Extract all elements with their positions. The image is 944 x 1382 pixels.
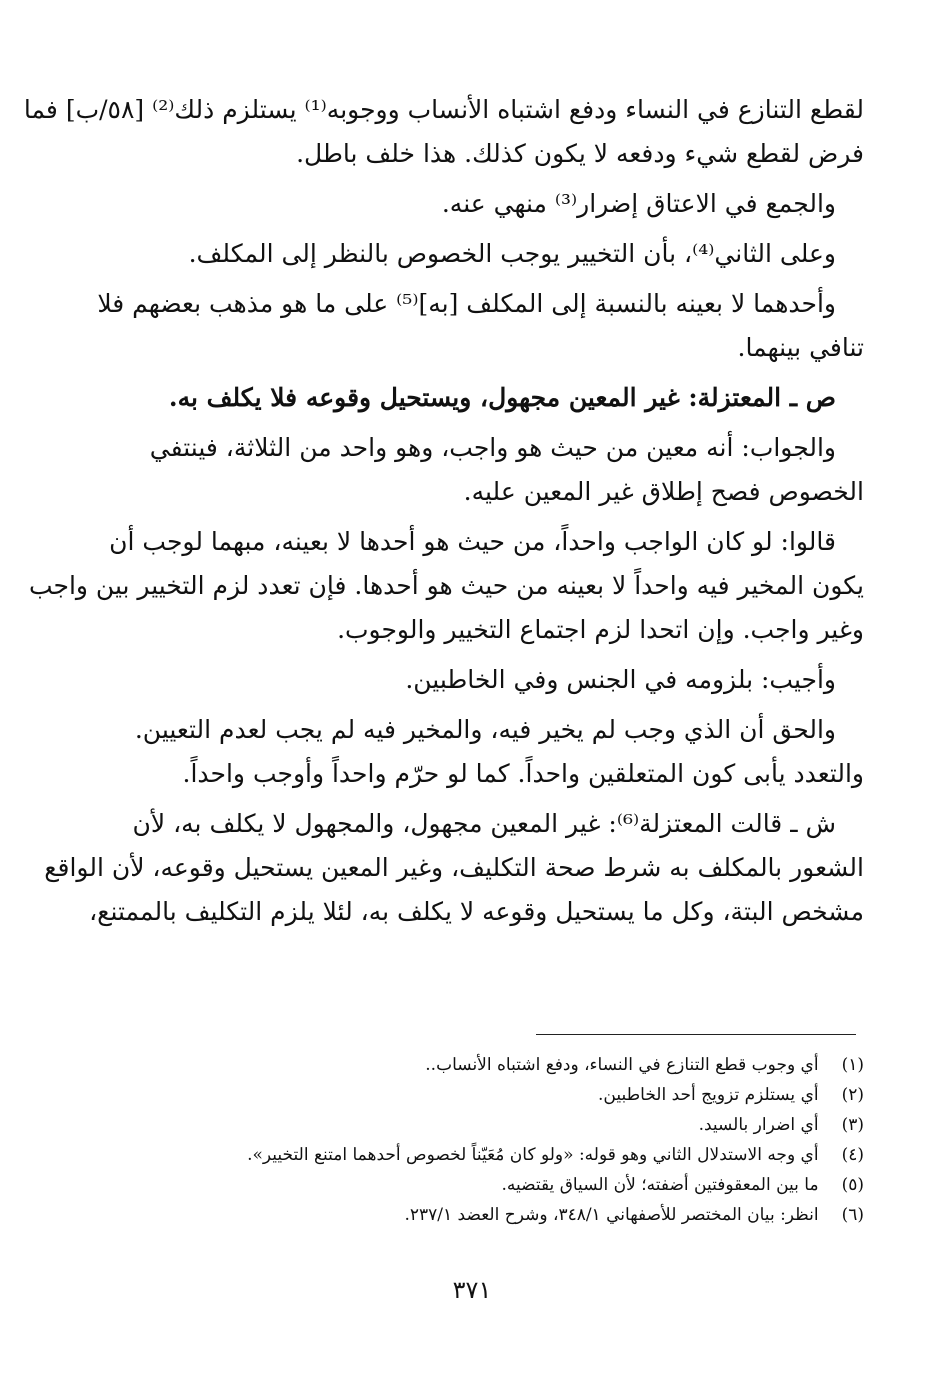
text-line: ص ـ المعتزلة: غير المعين مجهول، ويستحيل وقوعه فلا يكلف به. xyxy=(168,383,836,412)
text-line: ش ـ قالت المعتزلة⁽⁶⁾: غير المعين مجهول، والمجهول لا يكلف به، لأن xyxy=(132,809,836,838)
footnote xyxy=(80,1170,864,1200)
text-line: الشعور بالمكلف به شرط صحة التكليف، وغير المعين يستحيل وقوعه، لأن الواقع xyxy=(44,853,864,882)
footnote-text: أي وجوب قطع التنازع في النساء، ودفع اشتباه الأنساب.. xyxy=(425,1055,819,1075)
text-line: فرض لقطع شيء ودفعه لا يكون كذلك. هذا خلف باطل. xyxy=(296,139,864,168)
text-line: والحق أن الذي وجب لم يخير فيه، والمخير فيه لم يجب لعدم التعيين. xyxy=(134,715,836,744)
footnote xyxy=(80,1080,864,1110)
text-line: وغير واجب. وإن اتحدا لزم اجتماع التخيير والوجوب. xyxy=(337,615,864,644)
footnote-text: أي يستلزم تزويج أحد الخاطبين. xyxy=(598,1085,819,1105)
text-line: تنافي بينهما. xyxy=(737,333,864,362)
footnote xyxy=(80,1050,864,1080)
page-number: ٣٧١ xyxy=(452,1276,492,1304)
text-line: يكون المخير فيه واحداً لا بعينه من حيث هو أحدها. فإن تعدد لزم التخيير بين واجب xyxy=(28,571,864,600)
text-line: وأحدهما لا بعينه بالنسبة إلى المكلف [به]⁽⁵⁾ على ما هو مذهب بعضهم فلا xyxy=(97,289,836,318)
text-line: لقطع التنازع في النساء ودفع اشتباه الأنساب ووجوبه⁽¹⁾ يستلزم ذلك⁽²⁾ [٥٨/ب] فما xyxy=(23,95,864,124)
footnote-number: (٢) xyxy=(841,1085,864,1105)
text-line: والجواب: أنه معين من حيث هو واجب، وهو واحد من الثلاثة، فينتفي xyxy=(149,433,836,462)
footnotes xyxy=(80,1050,864,1230)
footnote-separator xyxy=(536,1034,856,1035)
text-line: مشخص البتة، وكل ما يستحيل وقوعه لا يكلف به، لئلا يلزم التكليف بالممتنع، xyxy=(89,897,864,926)
text-line: والجمع في الاعتاق إضرار⁽³⁾ منهي عنه. xyxy=(441,189,836,218)
footnote-number: (٣) xyxy=(841,1115,864,1135)
main-text xyxy=(23,88,864,934)
footnote-text: أي وجه الاستدلال الثاني وهو قوله: «ولو كان مُعَيّناً لخصوص أحدهما امتنع التخيير». xyxy=(247,1145,819,1165)
footnote xyxy=(80,1200,864,1230)
footnote-number: (٤) xyxy=(841,1145,864,1165)
footnote-text: أي اضرار بالسيد. xyxy=(698,1115,819,1135)
text-line: وأجيب: بلزومه في الجنس وفي الخاطبين. xyxy=(405,665,836,694)
footnote-text: انظر: بيان المختصر للأصفهاني ٣٤٨/١، وشرح العضد ٢٣٧/١. xyxy=(404,1205,819,1225)
text-line: قالوا: لو كان الواجب واحداً، من حيث هو أحدها لا بعينه، مبهما لوجب أن xyxy=(109,527,836,556)
text-line: وعلى الثاني⁽⁴⁾، بأن التخيير يوجب الخصوص بالنظر إلى المكلف. xyxy=(188,239,836,268)
footnote xyxy=(80,1110,864,1140)
footnote-number: (٥) xyxy=(841,1175,864,1195)
text-line: الخصوص فصح إطلاق غير المعين عليه. xyxy=(463,477,864,506)
footnote-number: (١) xyxy=(841,1055,864,1075)
footnote-number: (٦) xyxy=(841,1205,864,1225)
footnote-text: ما بين المعقوفتين أضفته؛ لأن السياق يقتضيه. xyxy=(501,1175,819,1195)
text-line: والتعدد يأبى كون المتعلقين واحداً. كما لو حرّم واحداً وأوجب واحداً. xyxy=(182,759,864,788)
footnote xyxy=(80,1140,864,1170)
